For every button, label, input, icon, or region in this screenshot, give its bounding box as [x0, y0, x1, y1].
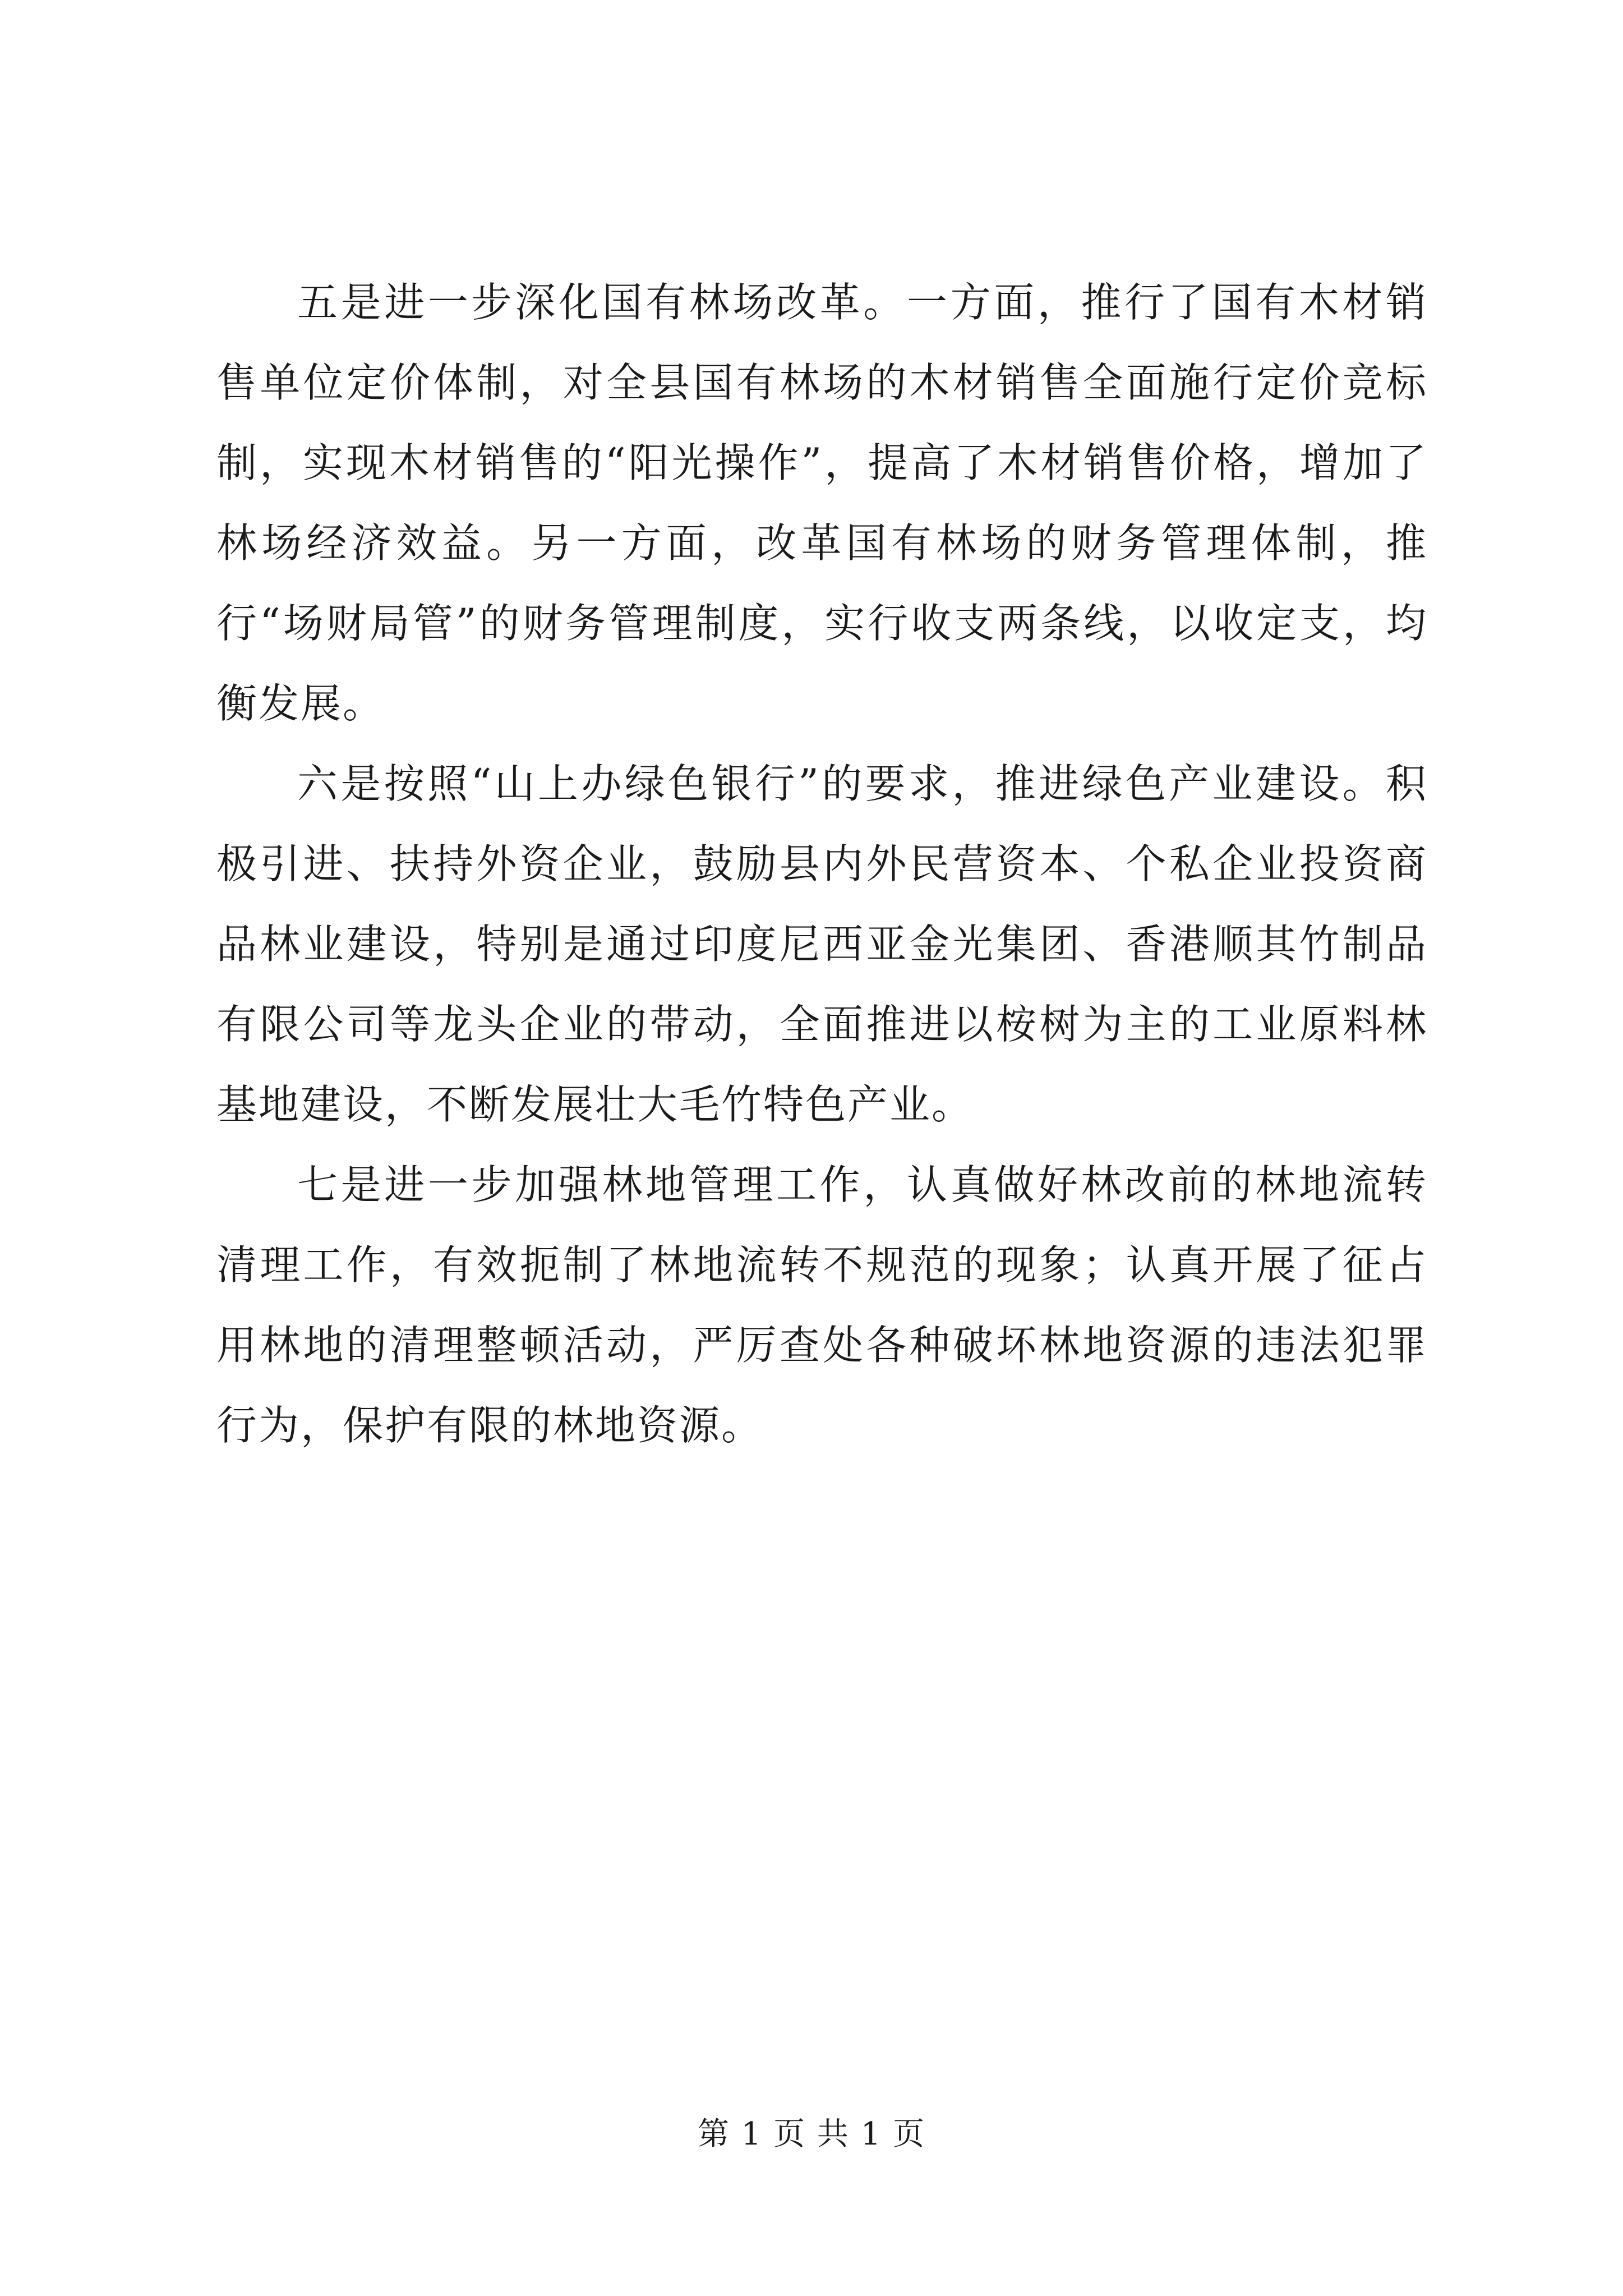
paragraph-1: 五是进一步深化国有林场改革。一方面，推行了国有木材销售单位定价体制，对全县国有林场的木材销售全面施行定价竞标制，实现木材销售的“阳光操作”，提高了木材销售价格，增加了林场经济效益。另一方面，改革国有林场的财务管理体制，推行“场财局管”的财务管理制度，实行收支两条线，以收定支，均衡发展。 [216, 279, 1428, 727]
paragraph-3: 七是进一步加强林地管理工作，认真做好林改前的林地流转清理工作，有效扼制了林地流转不规范的现象；认真开展了征占用林地的清理整顿活动，严厉查处各种破坏林地资源的违法犯罪行为，保护有限的林地资源。 [216, 1161, 1428, 1449]
document-body [216, 263, 1428, 1466]
paragraph-2: 六是按照“山上办绿色银行”的要求，推进绿色产业建设。积极引进、扶持外资企业，鼓励县内外民营资本、个私企业投资商品林业建设，特别是通过印度尼西亚金光集团、香港顺其竹制品有限公司等龙头企业的带动，全面推进以桉树为主的工业原料林基地建设，不断发展壮大毛竹特色产业。 [216, 760, 1428, 1128]
page-footer: 第 1 页 共 1 页 [697, 2116, 926, 2152]
